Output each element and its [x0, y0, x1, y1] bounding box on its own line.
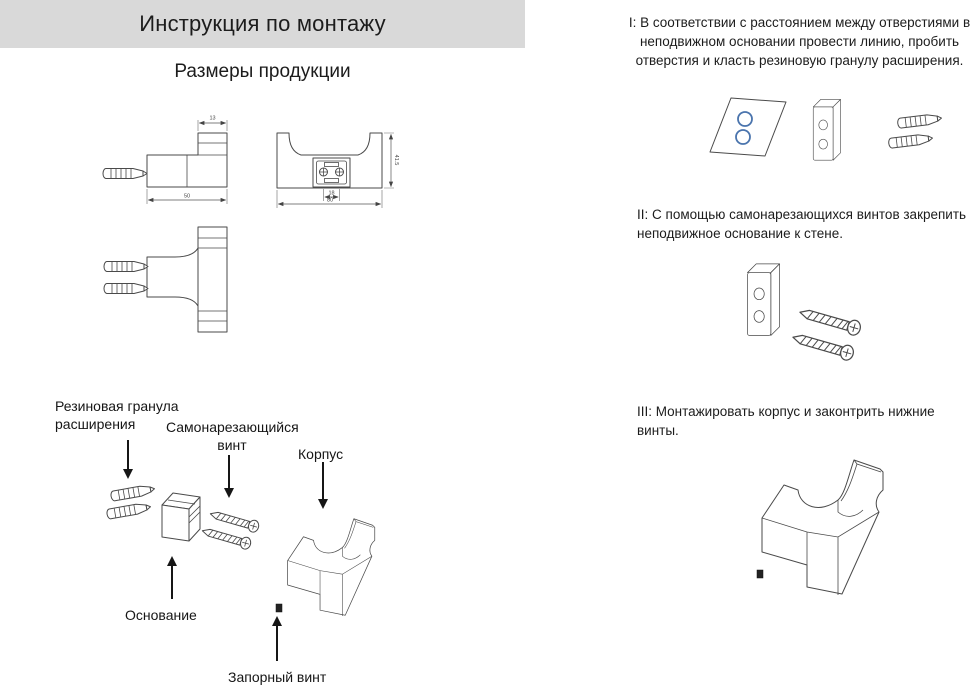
step-3-illustration — [728, 442, 963, 622]
exploded-diagram — [40, 395, 465, 690]
screw-drawing — [791, 330, 855, 362]
anchor-drawing — [106, 502, 151, 519]
label-body: Корпус — [298, 446, 344, 462]
side-view-drawing — [103, 116, 227, 205]
dim-total-width: 80 — [326, 197, 334, 204]
label-base: Основание — [125, 607, 197, 623]
base-block-drawing — [813, 99, 840, 160]
hook-body-drawing — [762, 460, 883, 595]
step-3-instruction: III: Монтажировать корпус и законтрить нижние винты. — [637, 404, 935, 439]
dim-base-width: 50 — [183, 193, 191, 200]
top-view-drawing — [104, 227, 227, 332]
step-2-instruction: II: С помощью самонарезающихся винтов закрепить неподвижное основание к стене. — [637, 207, 967, 242]
wall-plate-drawing — [710, 98, 786, 156]
screw-drawing — [209, 508, 260, 533]
hook-body-drawing — [288, 519, 375, 616]
screw-drawing — [201, 525, 252, 550]
dim-height: 41.5 — [393, 154, 399, 166]
anchor-drawing — [888, 133, 933, 148]
dim-hole-spacing: 18 — [328, 190, 335, 197]
technical-drawings — [60, 100, 480, 360]
arrow-to-body — [322, 462, 324, 500]
front-view-drawing — [277, 133, 399, 208]
arrow-to-base — [171, 565, 173, 599]
lock-screw-drawing — [757, 570, 763, 578]
step-1-illustration — [700, 92, 960, 187]
anchor-drawing — [110, 484, 155, 501]
anchor-drawing — [103, 169, 147, 179]
page-title: Инструкция по монтажу — [139, 11, 386, 36]
arrow-to-lock-screw — [276, 625, 278, 661]
dim-hook-depth: 13 — [209, 115, 216, 122]
anchor-drawing — [897, 113, 942, 128]
screw-drawing — [798, 305, 862, 337]
arrow-to-anchors — [127, 440, 129, 470]
anchor-drawing — [104, 262, 148, 272]
header-bar — [0, 0, 525, 48]
base-drawing — [162, 493, 200, 541]
anchor-drawing — [104, 284, 148, 294]
section-title: Размеры продукции — [174, 61, 351, 82]
label-lock-screw: Запорный винт — [228, 669, 327, 685]
base-block-drawing — [747, 264, 779, 336]
label-self-tapping-screw: Самонарезающийся винт — [166, 419, 299, 454]
arrow-to-screws — [228, 455, 230, 489]
step-1-instruction: I: В соответствии с расстоянием между отверстиями в неподвижном основании провести линию, пробить отверстия и класть резиновую гранулу расширения. — [628, 15, 970, 69]
label-rubber-anchor: Резиновая гранула расширения — [55, 398, 179, 433]
step-2-illustration — [725, 252, 935, 377]
lock-screw-drawing — [276, 604, 282, 612]
